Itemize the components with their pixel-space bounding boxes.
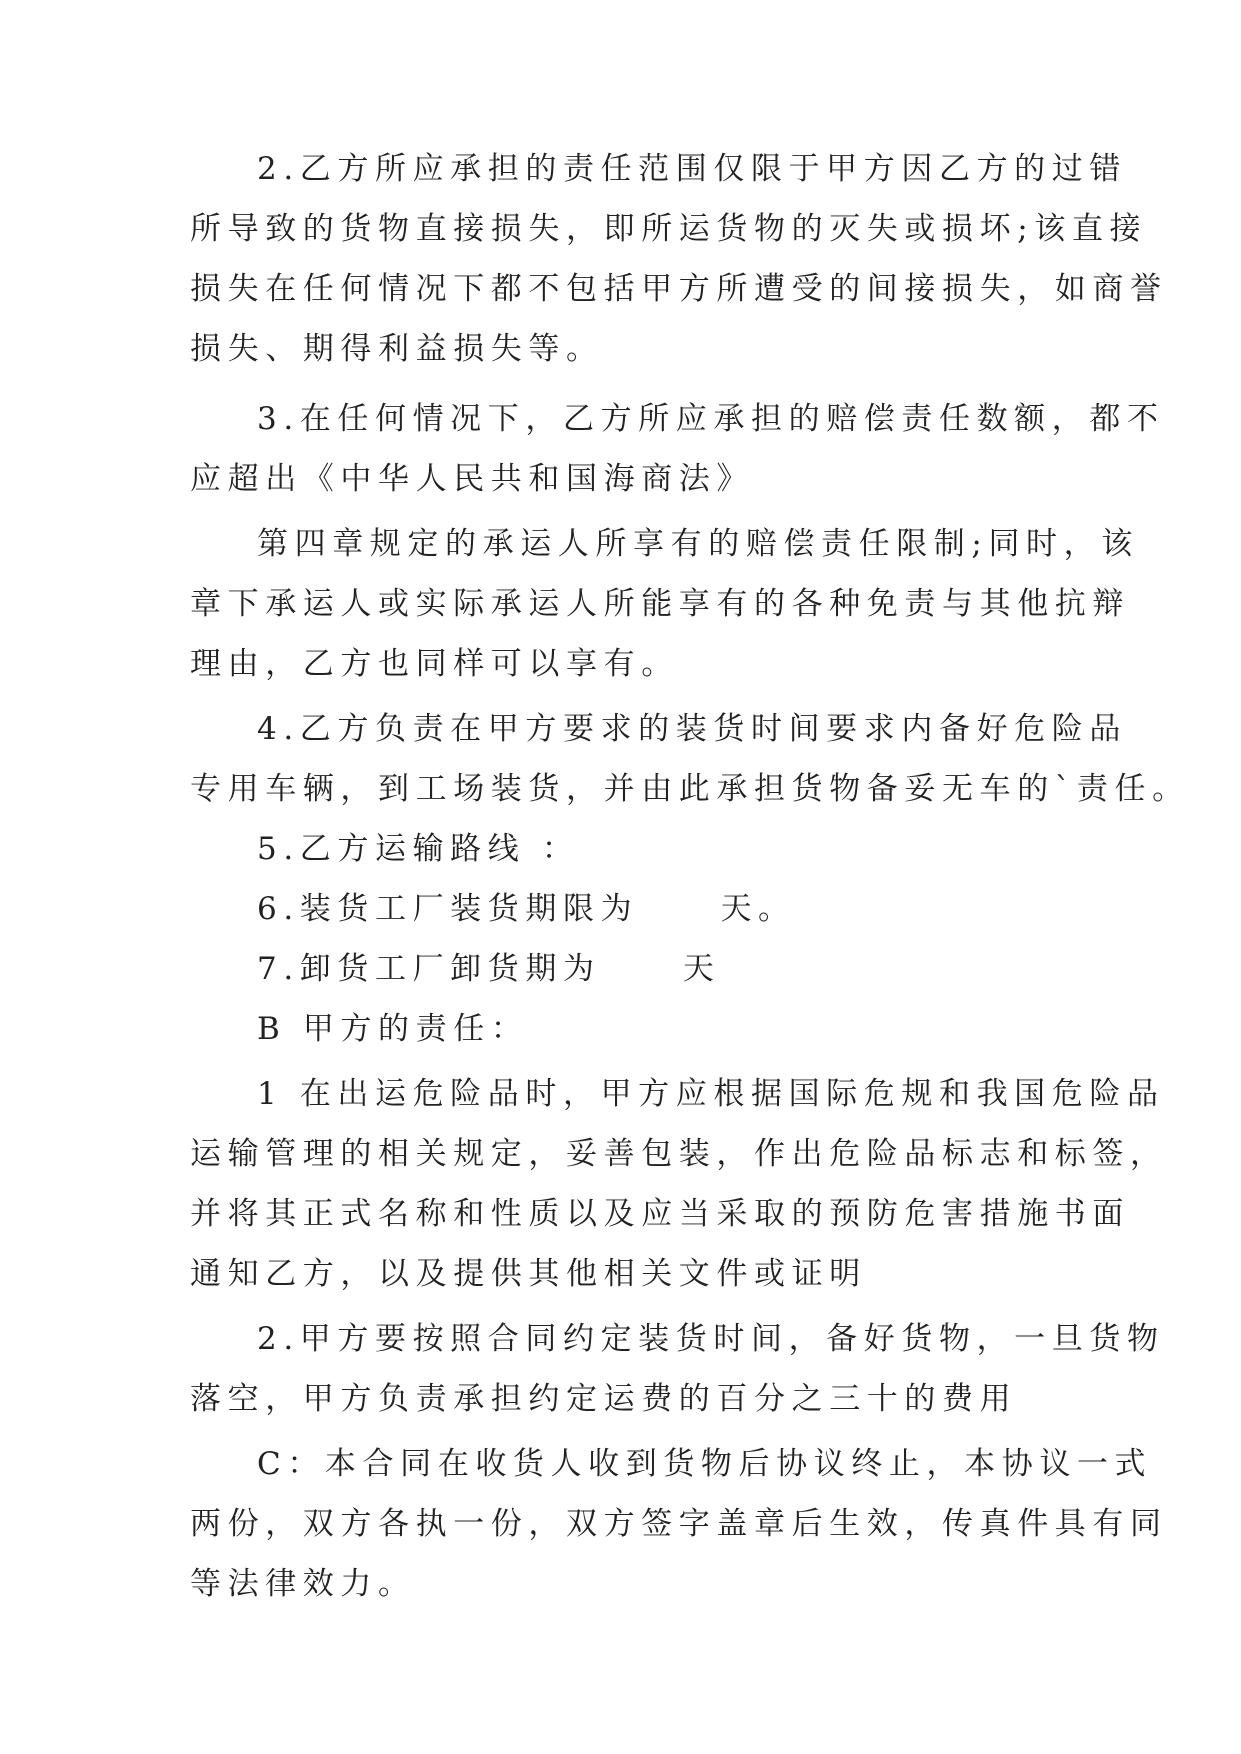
text-line: 7.卸货工厂卸货期为 天 [257, 951, 721, 987]
text-line: 两份，双方各执一份，双方签字盖章后生效，传真件具有同 [190, 1506, 1168, 1542]
text-line: 并将其正式名称和性质以及应当采取的预防危害措施书面 [190, 1196, 1130, 1232]
text-line: B 甲方的责任： [257, 1011, 529, 1047]
text-line: 落空，甲方负责承担约定运费的百分之三十的费用 [190, 1381, 1018, 1417]
text-line: 所导致的货物直接损失，即所运货物的灭失或损坏;该直接 [190, 211, 1148, 247]
text-line: C：本合同在收货人收到货物后协议终止，本协议一式 [257, 1446, 1153, 1482]
text-line: 章下承运人或实际承运人所能享有的各种免责与其他抗辩 [190, 586, 1130, 622]
text-line: 2.乙方所应承担的责任范围仅限于甲方因乙方的过错 [257, 151, 1127, 187]
text-line: 第四章规定的承运人所享有的赔偿责任限制;同时，该 [257, 526, 1139, 562]
text-line: 3.在任何情况下，乙方所应承担的赔偿责任数额，都不 [257, 401, 1165, 437]
text-line: 损失、期得利益损失等。 [190, 331, 604, 367]
text-line: 6.装货工厂装货期限为 天。 [257, 891, 796, 927]
text-line: 应超出《中华人民共和国海商法》 [190, 461, 754, 497]
text-line: 5.乙方运输路线 ： [257, 831, 580, 867]
text-line: 损失在任何情况下都不包括甲方所遭受的间接损失，如商誉 [190, 271, 1168, 307]
text-line: 专用车辆，到工场装货，并由此承担货物备妥无车的`责任。 [190, 771, 1190, 807]
text-line: 通知乙方，以及提供其他相关文件或证明 [190, 1256, 867, 1292]
text-line: 2.甲方要按照合同约定装货时间，备好货物，一旦货物 [257, 1321, 1165, 1357]
text-line: 理由，乙方也同样可以享有。 [190, 646, 679, 682]
text-line: 运输管理的相关规定，妥善包装，作出危险品标志和标签， [190, 1136, 1168, 1172]
text-line: 4.乙方负责在甲方要求的装货时间要求内备好危险品 [257, 711, 1127, 747]
text-line: 等法律效力。 [190, 1566, 416, 1602]
text-line: 1 在出运危险品时，甲方应根据国际危规和我国危险品 [257, 1076, 1165, 1112]
